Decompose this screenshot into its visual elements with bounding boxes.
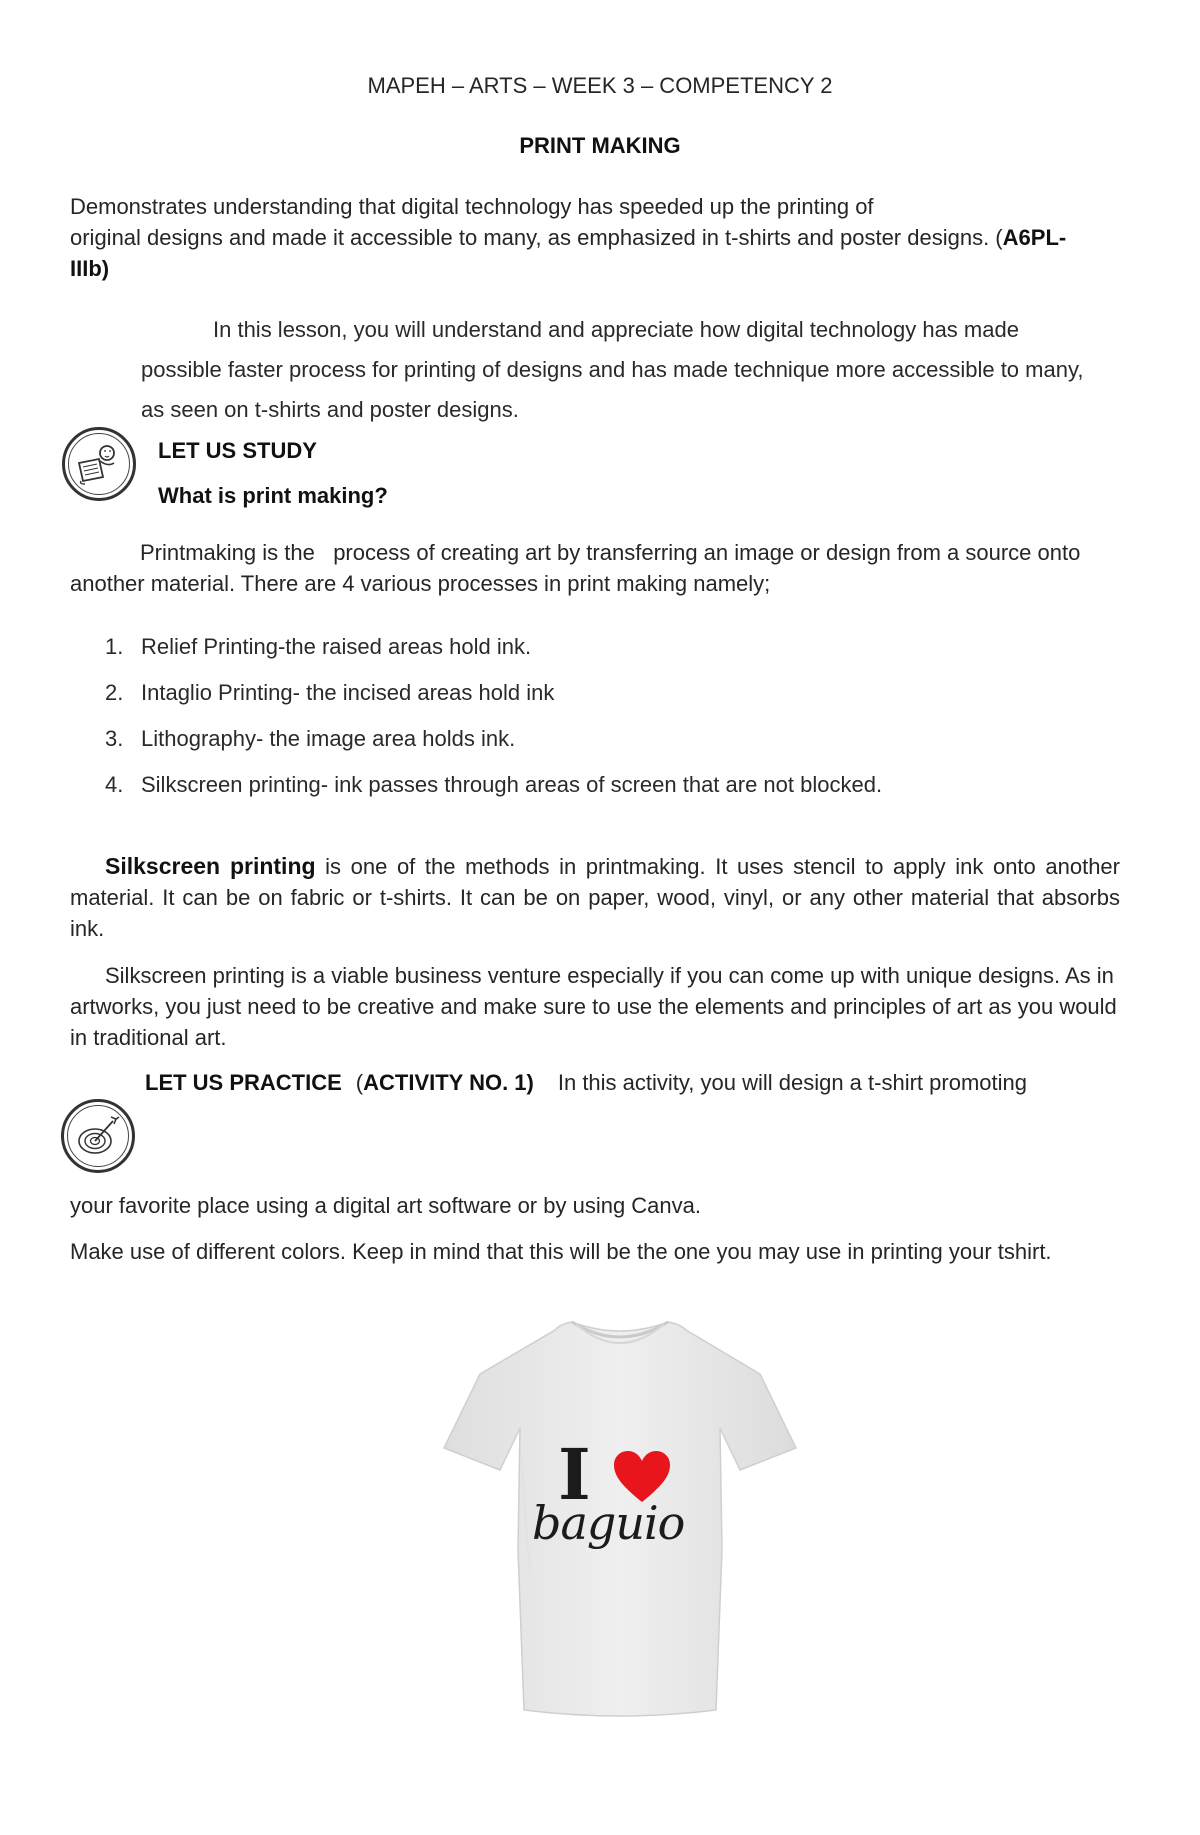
definition-line-2: another material. There are 4 various processes in print making namely; (70, 571, 771, 596)
study-question: What is print making? (158, 483, 388, 508)
competency-line-2 (70, 222, 1150, 253)
competency-line-2-text: original designs and made it accessible to many, as emphasized in t-shirts and poster designs. ( (70, 225, 1003, 250)
activity-label: ACTIVITY NO. 1) (363, 1070, 534, 1095)
silkscreen-description: is one of the methods in printmaking. It uses stencil to apply ink onto another material. It can be on fabric or t-shirts. It can be on paper, wood, vinyl, or any other material that absorbs ink. (70, 854, 1120, 941)
intro-line-2: possible faster process for printing of designs and has made technique more accessible to many, (141, 357, 1084, 382)
list-text: Intaglio Printing- the incised areas hold ink (141, 680, 555, 705)
definition-paragraph (70, 537, 1170, 599)
tshirt-sample-image (440, 1310, 800, 1720)
silkscreen-paragraph-1 (70, 851, 1120, 944)
competency-code-cont: IIIb) (70, 256, 110, 281)
list-number: 3. (105, 726, 124, 751)
list-number: 1. (105, 634, 124, 659)
competency-code: A6PL- (1002, 225, 1067, 250)
list-text: Lithography- the image area holds ink. (141, 726, 516, 751)
list-text: Silkscreen printing- ink passes through areas of screen that are not blocked. (141, 772, 883, 797)
activity-open-paren: ( (355, 1070, 364, 1095)
list-number: 2. (105, 680, 124, 705)
practice-instruction-cont: your favorite place using a digital art software or by using Canva. (70, 1193, 701, 1218)
target-drawing (73, 1111, 123, 1161)
silkscreen-term: Silkscreen printing (105, 853, 316, 879)
intro-paragraph (141, 310, 1161, 430)
list-item (105, 680, 554, 706)
competency-statement (70, 191, 1150, 284)
intro-line-1: In this lesson, you will understand and appreciate how digital technology has made (213, 317, 1019, 342)
tshirt-text-i: I (558, 1433, 591, 1516)
student-reading-drawing (73, 441, 125, 487)
list-number: 4. (105, 772, 124, 797)
silkscreen-paragraph-2: Silkscreen printing is a viable business venture especially if you can come up with unique designs. As in artworks, you just need to be creative and make sure to use the elements and principles of art as you would in traditional art. (70, 963, 1117, 1050)
intro-line-3: as seen on t-shirts and poster designs. (141, 397, 519, 422)
student-reading-icon (62, 427, 136, 501)
definition-line-1: Printmaking is the process of creating art by transferring an image or design from a source onto (140, 540, 1081, 565)
page-subtitle: PRINT MAKING (519, 133, 681, 158)
list-item (105, 772, 882, 798)
practice-header-line (145, 1067, 1027, 1098)
list-text: Relief Printing-the raised areas hold ink. (141, 634, 532, 659)
competency-line-1: Demonstrates understanding that digital technology has speeded up the printing of (70, 194, 874, 219)
target-icon (61, 1099, 135, 1173)
practice-heading: LET US PRACTICE (145, 1070, 342, 1095)
list-item (105, 634, 531, 660)
study-heading: LET US STUDY (158, 438, 317, 463)
practice-note: Make use of different colors. Keep in mind that this will be the one you may use in printing your tshirt. (70, 1239, 1052, 1264)
tshirt-text-place: baguio (532, 1496, 685, 1550)
list-item (105, 726, 515, 752)
page-title: MAPEH – ARTS – WEEK 3 – COMPETENCY 2 (367, 73, 833, 98)
practice-instruction-start: In this activity, you will design a t-shirt promoting (557, 1070, 1027, 1095)
